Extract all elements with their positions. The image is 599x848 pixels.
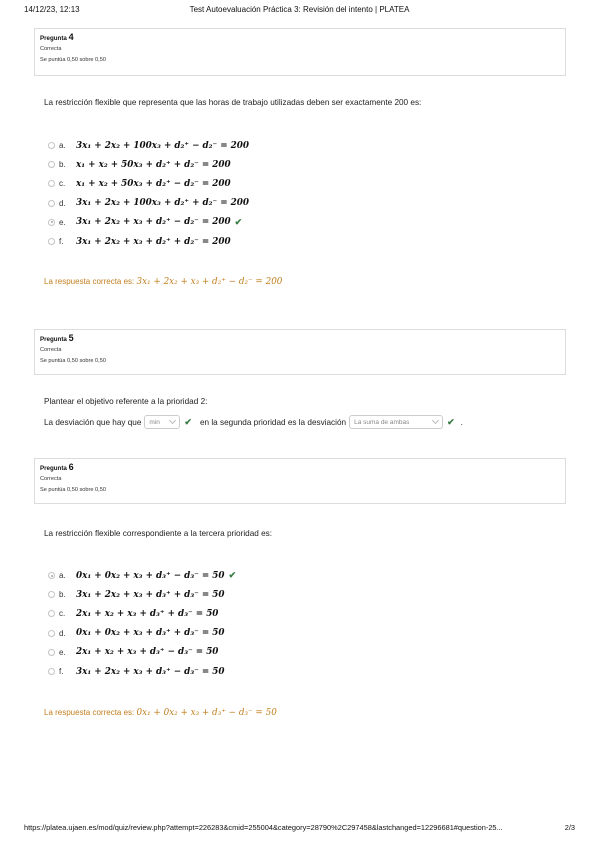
radio-button[interactable] <box>48 142 55 149</box>
print-date: 14/12/23, 12:13 <box>24 5 80 14</box>
print-footer <box>24 823 575 832</box>
question-text-6: La restricción flexible correspondiente a la tercera prioridad es: <box>44 529 273 538</box>
radio-button[interactable] <box>48 591 55 598</box>
question-grade: Se puntúa 0,50 sobre 0,50 <box>40 487 106 493</box>
option-f[interactable]: f. 3x₁ + 2x₂ + x₃ + d₂⁺ + d₂⁻ = 200 <box>48 232 249 251</box>
option-b[interactable]: b. 3x₁ + 2x₂ + x₃ + d₃⁺ + d₃⁻ = 50 <box>48 585 236 604</box>
option-e[interactable]: e. 2x₁ + x₂ + x₃ + d₃⁺ − d₃⁻ = 50 <box>48 643 236 662</box>
options-list-4 <box>48 136 249 251</box>
radio-button[interactable] <box>48 238 55 245</box>
question-number: Pregunta 4 <box>40 32 74 42</box>
select-dropdown-1[interactable]: min <box>144 415 180 429</box>
radio-button[interactable] <box>48 161 55 168</box>
check-icon: ✔ <box>447 416 455 427</box>
option-c[interactable]: c. 2x₁ + x₂ + x₃ + d₃⁺ + d₃⁻ = 50 <box>48 604 236 623</box>
radio-button[interactable] <box>48 649 55 656</box>
question-status: Correcta <box>40 476 62 482</box>
question-number: Pregunta 5 <box>40 333 74 343</box>
option-c[interactable]: c. x₁ + x₂ + 50x₃ + d₂⁺ − d₂⁻ = 200 <box>48 174 249 193</box>
fill-in-sentence: La desviación que hay que min ✔ en la segunda prioridad es la desviación La suma de ambas ✔ . <box>44 415 463 429</box>
select-dropdown-2[interactable]: La suma de ambas <box>349 415 443 429</box>
option-d[interactable]: d. 3x₁ + 2x₂ + 100x₃ + d₂⁺ + d₂⁻ = 200 <box>48 194 249 213</box>
question-info-5 <box>34 329 566 375</box>
check-icon: ✔ <box>184 416 192 427</box>
question-info-4 <box>34 28 566 76</box>
radio-button[interactable] <box>48 668 55 675</box>
radio-button-selected[interactable] <box>48 219 55 226</box>
option-e[interactable]: e. 3x₁ + 2x₂ + x₃ + d₂⁺ − d₂⁻ = 200 ✔ <box>48 213 249 232</box>
page-url: https://platea.ujaen.es/mod/quiz/review.php?attempt=226283&cmid=255004&category=28790%2C297458&lastchanged=12296681#question-25... <box>24 823 503 832</box>
radio-button[interactable] <box>48 180 55 187</box>
correct-answer-6: La respuesta correcta es: 0x₁ + 0x₂ + x₃ + d₃⁺ − d₃⁻ = 50 <box>44 708 277 718</box>
radio-button[interactable] <box>48 200 55 207</box>
option-d[interactable]: d. 0x₁ + 0x₂ + x₃ + d₃⁺ + d₃⁻ = 50 <box>48 624 236 643</box>
radio-button[interactable] <box>48 610 55 617</box>
check-icon: ✔ <box>234 216 243 227</box>
option-f[interactable]: f. 3x₁ + 2x₂ + x₃ + d₃⁺ − d₃⁻ = 50 <box>48 662 236 681</box>
question-grade: Se puntúa 0,50 sobre 0,50 <box>40 57 106 63</box>
question-number: Pregunta 6 <box>40 462 74 472</box>
question-text-5: Plantear el objetivo referente a la prioridad 2: <box>44 397 208 406</box>
options-list-6 <box>48 566 236 681</box>
option-a[interactable]: a. 3x₁ + 2x₂ + 100x₃ + d₂⁺ − d₂⁻ = 200 <box>48 136 249 155</box>
question-status: Correcta <box>40 46 62 52</box>
question-grade: Se puntúa 0,50 sobre 0,50 <box>40 358 106 364</box>
radio-button[interactable] <box>48 630 55 637</box>
question-text-4: La restricción flexible que representa que las horas de trabajo utilizadas deben ser exactamente 200 es: <box>44 98 422 107</box>
page-number: 2/3 <box>564 823 575 832</box>
correct-answer-4: La respuesta correcta es: 3x₁ + 2x₂ + x₃ + d₂⁺ − d₂⁻ = 200 <box>44 277 283 287</box>
check-icon: ✔ <box>228 570 237 581</box>
option-a[interactable]: a. 0x₁ + 0x₂ + x₃ + d₃⁺ − d₃⁻ = 50 ✔ <box>48 566 236 585</box>
option-b[interactable]: b. x₁ + x₂ + 50x₃ + d₂⁺ + d₂⁻ = 200 <box>48 155 249 174</box>
radio-button-selected[interactable] <box>48 572 55 579</box>
question-status: Correcta <box>40 347 62 353</box>
question-info-6 <box>34 458 566 504</box>
page-title: Test Autoevaluación Práctica 3: Revisión del intento | PLATEA <box>189 5 410 14</box>
